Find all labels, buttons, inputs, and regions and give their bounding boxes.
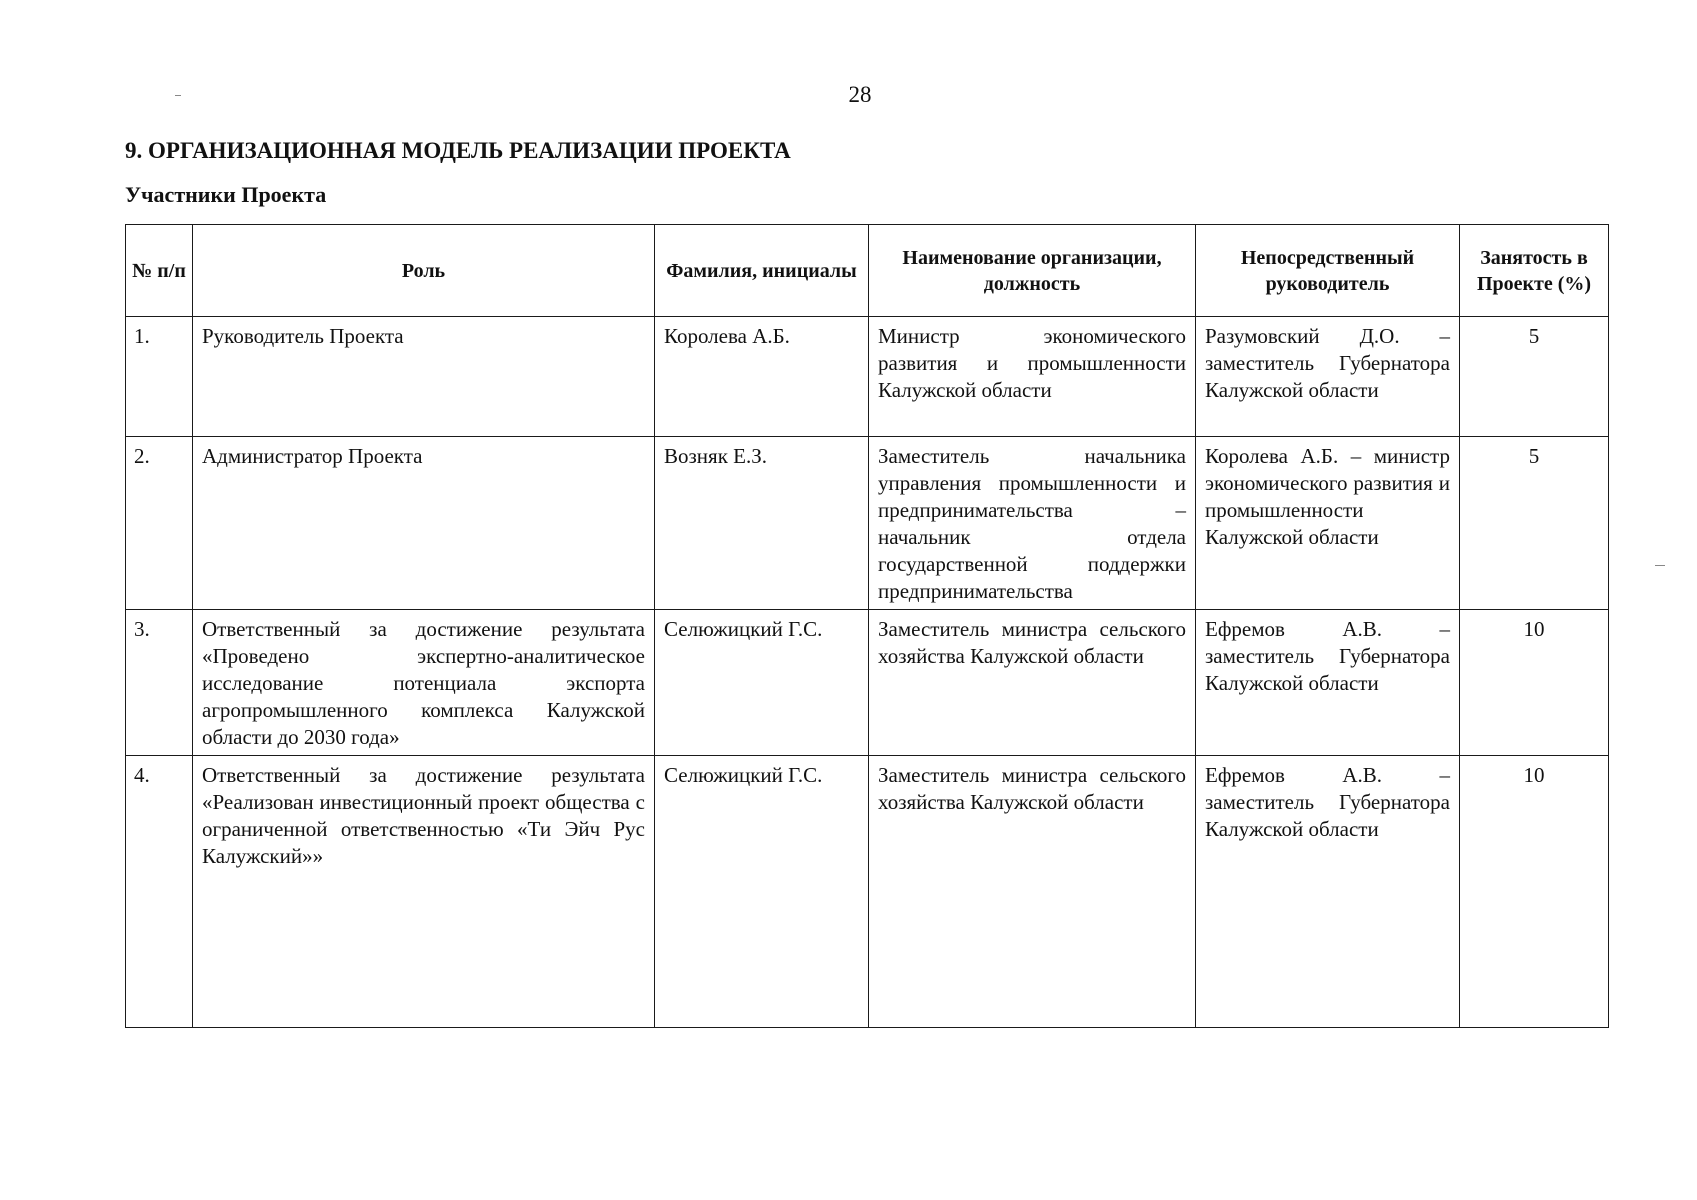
cell-role: Ответственный за достижение результата «Проведено экспертно-аналитическое исследование потенциала экспорта агропромышленного комплекса Калужской области до 2030 года» bbox=[193, 610, 655, 756]
cell-load: 10 bbox=[1460, 610, 1609, 756]
header-supervisor: Непосредственный руководитель bbox=[1196, 225, 1460, 317]
page-number: 28 bbox=[848, 82, 872, 107]
header-role: Роль bbox=[193, 225, 655, 317]
cell-name: Возняк Е.З. bbox=[655, 437, 869, 610]
scan-mark bbox=[175, 95, 181, 96]
scan-mark bbox=[1655, 565, 1665, 566]
cell-supervisor: Разумовский Д.О. – заместитель Губернатора Калужской области bbox=[1196, 317, 1460, 437]
cell-supervisor: Ефремов А.В. – заместитель Губернатора Калужской области bbox=[1196, 610, 1460, 756]
cell-supervisor: Королева А.Б. – министр экономического развития и промышленности Калужской области bbox=[1196, 437, 1460, 610]
cell-supervisor: Ефремов А.В. – заместитель Губернатора Калужской области bbox=[1196, 756, 1460, 1028]
header-name: Фамилия, инициалы bbox=[655, 225, 869, 317]
cell-org: Заместитель начальника управления промышленности и предпринимательства – начальник отдела государственной поддержки предпринимательства bbox=[869, 437, 1196, 610]
cell-load: 5 bbox=[1460, 317, 1609, 437]
cell-org: Заместитель министра сельского хозяйства Калужской области bbox=[869, 756, 1196, 1028]
cell-org: Министр экономического развития и промышленности Калужской области bbox=[869, 317, 1196, 437]
cell-name: Селюжицкий Г.С. bbox=[655, 610, 869, 756]
header-load: Занятость в Проекте (%) bbox=[1460, 225, 1609, 317]
cell-num: 1. bbox=[126, 317, 193, 437]
header-row bbox=[126, 225, 1609, 317]
table-header bbox=[126, 225, 1609, 317]
cell-load: 5 bbox=[1460, 437, 1609, 610]
cell-role: Руководитель Проекта bbox=[193, 317, 655, 437]
cell-num: 3. bbox=[126, 610, 193, 756]
header-org: Наименование организации, должность bbox=[869, 225, 1196, 317]
table-row bbox=[126, 317, 1609, 437]
table-row bbox=[126, 756, 1609, 1028]
table-row bbox=[126, 437, 1609, 610]
cell-name: Селюжицкий Г.С. bbox=[655, 756, 869, 1028]
cell-org: Заместитель министра сельского хозяйства Калужской области bbox=[869, 610, 1196, 756]
header-num: № п/п bbox=[126, 225, 193, 317]
cell-num: 2. bbox=[126, 437, 193, 610]
cell-num: 4. bbox=[126, 756, 193, 1028]
table-body bbox=[126, 317, 1609, 1028]
section-title: 9. ОРГАНИЗАЦИОННАЯ МОДЕЛЬ РЕАЛИЗАЦИИ ПРОЕКТА bbox=[125, 138, 791, 163]
cell-role: Администратор Проекта bbox=[193, 437, 655, 610]
section-subtitle: Участники Проекта bbox=[125, 182, 327, 207]
participants-table bbox=[125, 224, 1609, 1028]
table-row bbox=[126, 610, 1609, 756]
cell-role: Ответственный за достижение результата «Реализован инвестиционный проект общества с ограниченной ответственностью «Ти Эйч Рус Калужский»» bbox=[193, 756, 655, 1028]
cell-load: 10 bbox=[1460, 756, 1609, 1028]
cell-name: Королева А.Б. bbox=[655, 317, 869, 437]
